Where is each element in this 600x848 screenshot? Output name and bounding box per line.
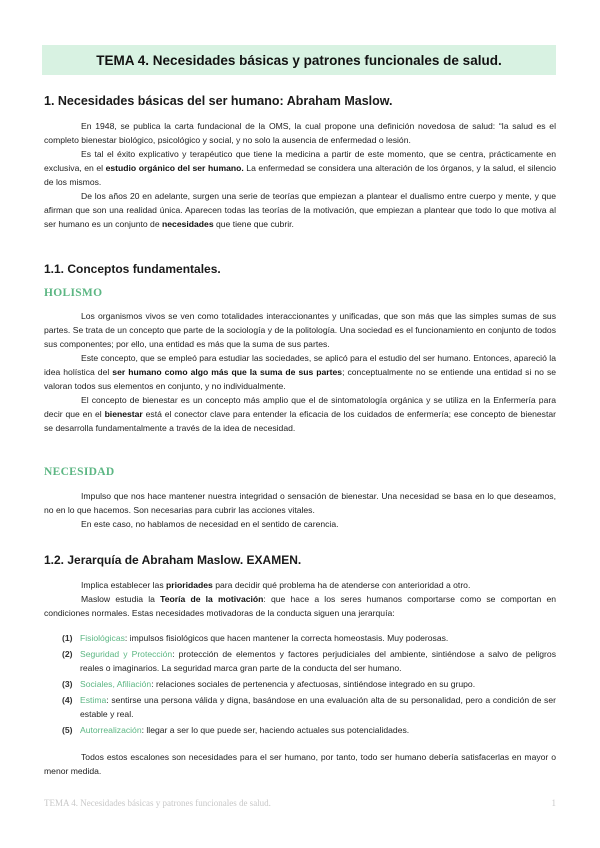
paragraph: Impulso que nos hace mantener nuestra integridad o sensación de bienestar. Una necesidad se basa en lo que deseamos, no en lo que hacemos. Son necesarias para cubrir las acciones vitales. xyxy=(44,491,556,515)
closing-paragraph: Todos estos escalones son necesidades para el ser humano, por tanto, todo ser humano debería satisfacerlas en mayor o menor medida. xyxy=(44,752,556,776)
section-1-heading: 1. Necesidades básicas del ser humano: Abraham Maslow. xyxy=(44,94,393,108)
section-1-2-heading: 1.2. Jerarquía de Abraham Maslow. EXAMEN. xyxy=(44,553,302,567)
paragraph: El concepto de bienestar es un concepto más amplio que el de sintomatología orgánica y se utiliza en la Enfermería para decir que en el bienestar está el conector clave para entender la eficacia de los cuidados de enfermería; ese concepto de bienestar se desarrolla fundamentalmente a través de la idea de necesidad. xyxy=(44,395,556,433)
paragraph: Este concepto, que se empleó para estudiar las sociedades, se aplicó para el estudio del ser humano. Entonces, apareció la idea holística del ser humano como algo más que la suma de sus partes; conceptualmente no se entiende una entidad si no se valoran todos sus elementos en conjunto, y no individualmente. xyxy=(44,353,557,391)
holismo-heading: HOLISMO xyxy=(44,287,103,299)
section-1-1-heading: 1.1. Conceptos fundamentales. xyxy=(44,262,221,276)
paragraph: Los organismos vivos se ven como totalidades interaccionantes y unificadas, que son más que las simples sumas de sus partes. Se trata de un concepto que parte de la sociología y de la politología. Una sociedad es el funcionamiento en conjunto de todos sus componentes; por ello, una entidad es más que la suma de sus partes. xyxy=(44,311,556,349)
list-item: (1) Fisiológicas: impulsos fisiológicos que hacen mantener la correcta homeostasis. Muy poderosas. xyxy=(62,633,449,643)
necesidad-heading: NECESIDAD xyxy=(44,466,115,478)
paragraph: En este caso, no hablamos de necesidad en el sentido de carencia. xyxy=(81,519,339,529)
list-item: (3) Sociales, Afiliación: relaciones sociales de pertenencia y afectuosas, sintiéndose integrado en su grupo. xyxy=(62,679,476,689)
footer-title: TEMA 4. Necesidades básicas y patrones funcionales de salud. xyxy=(44,798,271,808)
paragraph: En 1948, se publica la carta fundacional de la OMS, la cual propone una definición novedosa de salud: “la salud es el completo bienestar biológico, psicológico y social, y no solo la ausencia de enfermedad o lesión. xyxy=(44,121,556,145)
section-1-body xyxy=(44,119,556,231)
list-item: (2) Seguridad y Protección: protección de elementos y factores perjudiciales del ambiente, sintiéndose a salvo de peligros reales o imaginarios. La seguridad marca gran parte de la conducta del ser humano. xyxy=(62,649,556,673)
title-banner xyxy=(42,45,556,75)
page-number: 1 xyxy=(551,798,556,808)
document-title: TEMA 4. Necesidades básicas y patrones funcionales de salud. xyxy=(96,52,502,68)
paragraph: Maslow estudia la Teoría de la motivación: que hace a los seres humanos comportarse como se comportan en condiciones normales. Estas necesidades motivadoras de la conducta siguen una jerarquía: xyxy=(44,594,557,618)
holismo-body xyxy=(44,309,556,435)
list-item: (4) Estima: sentirse una persona válida y digna, basándose en una evaluación alta de su personalidad, pero a condición de ser estable y real. xyxy=(62,695,556,719)
necesidad-body xyxy=(44,489,556,531)
section-1-2-body xyxy=(44,578,556,620)
list-item: (5) Autorrealización: llegar a ser lo que puede ser, haciendo actuales sus potencialidades. xyxy=(62,725,410,735)
paragraph: Implica establecer las prioridades para decidir qué problema ha de atenderse con anterioridad a otro. xyxy=(81,580,471,590)
paragraph: Es tal el éxito explicativo y terapéutico que tiene la medicina a partir de este momento, que se centra, prácticamente en exclusiva, en el estudio orgánico del ser humano. La enfermedad se considera una alteración de los órganos, y la salud, el silencio de los mismos. xyxy=(44,149,556,187)
paragraph: De los años 20 en adelante, surgen una serie de teorías que empiezan a plantear el dualismo entre cuerpo y mente, y que afirman que son una realidad única. Aparecen todas las teorías de la motivación, que empiezan a plantear que todo lo que motiva al ser humano es un conjunto de necesidades que tiene que cubrir. xyxy=(44,191,556,229)
maslow-hierarchy-list xyxy=(62,631,556,739)
